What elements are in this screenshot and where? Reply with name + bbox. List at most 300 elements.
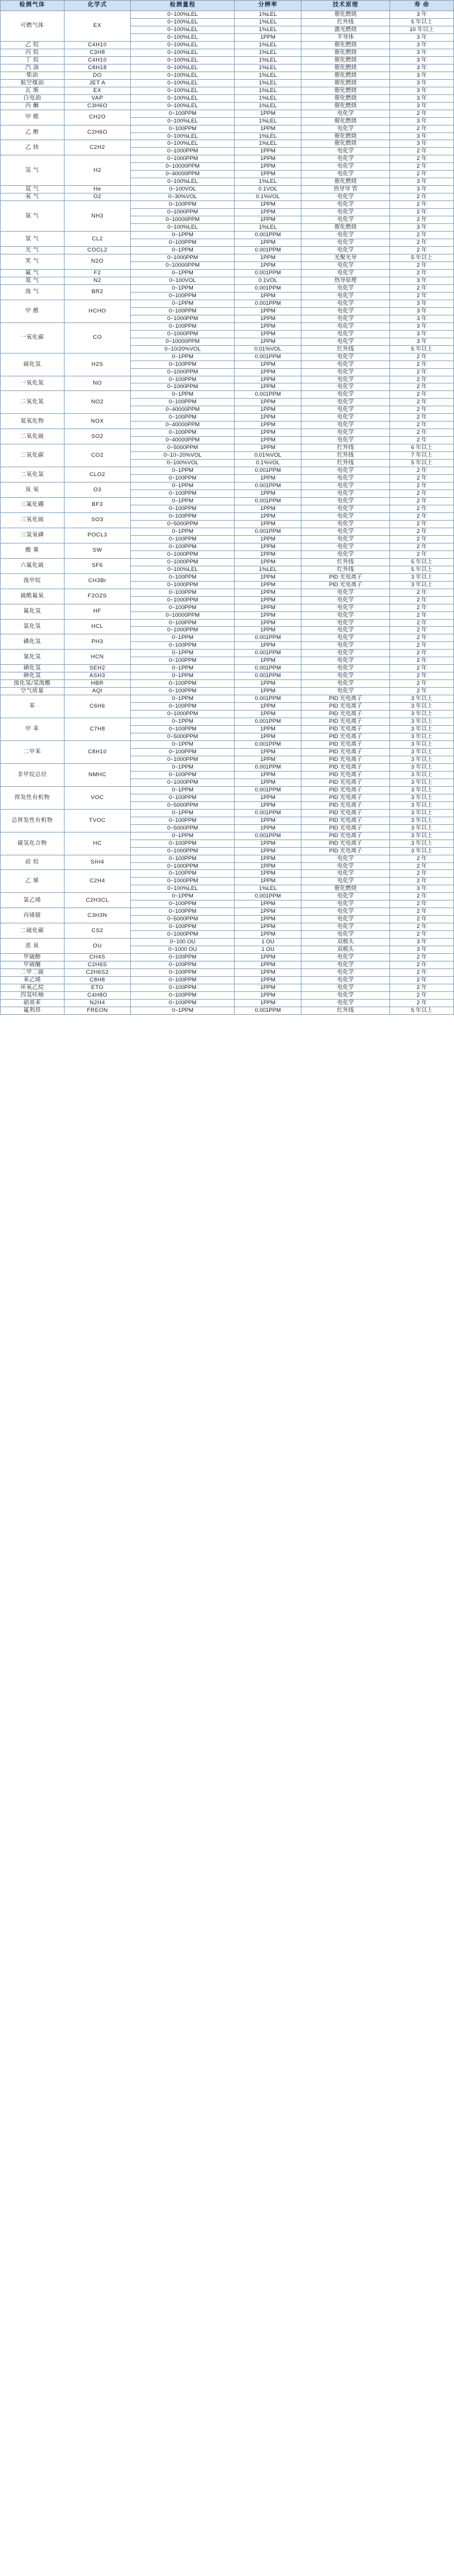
cell-range: 0~100PPM bbox=[131, 399, 235, 406]
cell-lifetime: 3 年 bbox=[390, 300, 454, 307]
cell-resolution: 0.001PPM bbox=[235, 634, 301, 642]
cell-range: 0~100%LEL bbox=[131, 18, 235, 26]
cell-technology: 电化学 bbox=[301, 490, 389, 498]
cell-technology: 电化学 bbox=[301, 535, 389, 543]
cell-formula: NH3 bbox=[64, 201, 130, 232]
cell-lifetime: 3 年以上 bbox=[390, 824, 454, 832]
cell-range: 0~1PPM bbox=[131, 672, 235, 680]
table-row bbox=[1, 893, 454, 900]
cell-technology: 电化学 bbox=[301, 125, 389, 132]
cell-gas: 二氧化氮 bbox=[1, 391, 65, 414]
cell-technology: 电化学 bbox=[301, 893, 389, 900]
cell-range: 0~100PPM bbox=[131, 490, 235, 498]
cell-lifetime: 3 年以上 bbox=[390, 817, 454, 824]
cell-gas: 氟化氢 bbox=[1, 604, 65, 619]
cell-resolution: 0.001PPM bbox=[235, 718, 301, 726]
cell-range: 0~10000PPM bbox=[131, 611, 235, 619]
cell-technology: 电化学 bbox=[301, 216, 389, 224]
cell-formula: HBR bbox=[64, 680, 130, 688]
cell-resolution: 1%LEL bbox=[235, 64, 301, 72]
cell-technology: PID 光电离子 bbox=[301, 726, 389, 733]
cell-resolution: 0.001PPM bbox=[235, 695, 301, 703]
cell-technology: 电化学 bbox=[301, 528, 389, 535]
cell-technology: 催化燃烧 bbox=[301, 49, 389, 56]
table-row bbox=[1, 961, 454, 969]
cell-gas: 硅 烷 bbox=[1, 855, 65, 870]
cell-range: 0~100PPM bbox=[131, 991, 235, 999]
cell-resolution: 1PPM bbox=[235, 573, 301, 581]
cell-technology: 红外线 bbox=[301, 460, 389, 467]
cell-gas: 二甲苯 bbox=[1, 741, 65, 764]
cell-gas: 臭 氧 bbox=[1, 482, 65, 498]
cell-resolution: 1PPM bbox=[235, 984, 301, 992]
cell-range: 0~100%LEL bbox=[131, 26, 235, 33]
table-row bbox=[1, 391, 454, 399]
cell-range: 0~1000PPM bbox=[131, 148, 235, 155]
cell-lifetime: 6 年以上 bbox=[390, 444, 454, 452]
cell-resolution: 1PPM bbox=[235, 847, 301, 855]
cell-range: 0~100PPM bbox=[131, 535, 235, 543]
cell-formula: C4H8O bbox=[64, 991, 130, 999]
cell-technology: PID 光电离子 bbox=[301, 581, 389, 589]
cell-lifetime: 2 年 bbox=[390, 482, 454, 490]
cell-range: 0~100PPM bbox=[131, 543, 235, 550]
cell-technology: 电化学 bbox=[301, 961, 389, 969]
cell-resolution: 1PPM bbox=[235, 261, 301, 269]
cell-formula: NMHC bbox=[64, 763, 130, 786]
cell-gas: 氰化氢 bbox=[1, 650, 65, 665]
table-row bbox=[1, 72, 454, 79]
cell-technology: 电化学 bbox=[301, 862, 389, 870]
table-row bbox=[1, 1007, 454, 1014]
cell-resolution: 0.001PPM bbox=[235, 672, 301, 680]
cell-gas: 三氟化硼 bbox=[1, 498, 65, 513]
cell-lifetime: 3 年以上 bbox=[390, 801, 454, 809]
cell-formula: C2H6S bbox=[64, 961, 130, 969]
cell-formula: DO bbox=[64, 72, 130, 79]
cell-technology: 红外线 bbox=[301, 558, 389, 566]
cell-range: 0~100PPM bbox=[131, 840, 235, 847]
table-row bbox=[1, 277, 454, 284]
cell-resolution: 1PPM bbox=[235, 817, 301, 824]
cell-range: 0~100%LEL bbox=[131, 566, 235, 573]
cell-technology: 电化学 bbox=[301, 368, 389, 376]
cell-technology: 电化学 bbox=[301, 611, 389, 619]
cell-gas: 砷化氢 bbox=[1, 672, 65, 680]
cell-formula: C4H10 bbox=[64, 41, 130, 49]
cell-resolution: 1PPM bbox=[235, 414, 301, 422]
cell-range: 0~100PPM bbox=[131, 429, 235, 437]
cell-range: 0~100PPM bbox=[131, 505, 235, 512]
cell-lifetime: 2 年 bbox=[390, 368, 454, 376]
cell-resolution: 1PPM bbox=[235, 596, 301, 604]
cell-resolution: 0.001PPM bbox=[235, 284, 301, 292]
table-row bbox=[1, 247, 454, 254]
cell-range: 0~1000 OU bbox=[131, 946, 235, 954]
table-row bbox=[1, 786, 454, 794]
cell-gas: 瓦 斯 bbox=[1, 87, 65, 94]
cell-formula: HF bbox=[64, 604, 130, 619]
cell-formula: C2H4 bbox=[64, 870, 130, 893]
cell-lifetime: 2 年 bbox=[390, 201, 454, 209]
cell-technology: 催化燃烧 bbox=[301, 79, 389, 87]
cell-resolution: 0.001PPM bbox=[235, 786, 301, 794]
cell-gas: 碳氢化合物 bbox=[1, 832, 65, 855]
cell-lifetime: 3 年以上 bbox=[390, 748, 454, 756]
cell-resolution: 1PPM bbox=[235, 954, 301, 961]
cell-technology: PID 光电离子 bbox=[301, 809, 389, 817]
cell-range: 0~100PPM bbox=[131, 619, 235, 627]
cell-lifetime: 3 年 bbox=[390, 33, 454, 41]
cell-lifetime: 2 年 bbox=[390, 247, 454, 254]
cell-formula: C3H8 bbox=[64, 49, 130, 56]
cell-technology: 电化学 bbox=[301, 307, 389, 315]
table-row bbox=[1, 232, 454, 239]
cell-range: 0~1000PPM bbox=[131, 627, 235, 634]
cell-lifetime: 3 年 bbox=[390, 72, 454, 79]
cell-range: 0~1PPM bbox=[131, 391, 235, 399]
cell-range: 0~10/20%VOL bbox=[131, 345, 235, 353]
cell-lifetime: 3 年以上 bbox=[390, 832, 454, 840]
cell-technology: 电化学 bbox=[301, 604, 389, 611]
cell-resolution: 1PPM bbox=[235, 771, 301, 779]
cell-lifetime: 3 年以上 bbox=[390, 840, 454, 847]
cell-range: 0~100PPM bbox=[131, 908, 235, 916]
cell-resolution: 1PPM bbox=[235, 923, 301, 931]
cell-gas: 汽 油 bbox=[1, 64, 65, 72]
cell-range: 0~100PPM bbox=[131, 292, 235, 300]
cell-lifetime: 2 年 bbox=[390, 900, 454, 908]
cell-resolution: 0.001PPM bbox=[235, 528, 301, 535]
cell-range: 0~100VOL bbox=[131, 277, 235, 284]
cell-resolution: 1PPM bbox=[235, 422, 301, 429]
cell-lifetime: 3 年以上 bbox=[390, 718, 454, 726]
cell-range: 0~100PPM bbox=[131, 307, 235, 315]
cell-formula: SO3 bbox=[64, 512, 130, 528]
cell-range: 0~40000PPM bbox=[131, 171, 235, 178]
cell-lifetime: 5 年以上 bbox=[390, 254, 454, 262]
cell-technology: 电化学 bbox=[301, 201, 389, 209]
table-row bbox=[1, 809, 454, 817]
cell-range: 0~100PPM bbox=[131, 239, 235, 247]
cell-resolution: 1PPM bbox=[235, 611, 301, 619]
cell-technology: PID 光电离子 bbox=[301, 840, 389, 847]
cell-lifetime: 3 年 bbox=[390, 322, 454, 330]
cell-gas: 氨 气 bbox=[1, 201, 65, 232]
cell-range: 0~100PPM bbox=[131, 512, 235, 520]
cell-lifetime: 2 年 bbox=[390, 672, 454, 680]
cell-technology: 激光燃烧 bbox=[301, 26, 389, 33]
cell-range: 0~100PPM bbox=[131, 923, 235, 931]
cell-gas: 甲 苯 bbox=[1, 718, 65, 741]
table-row bbox=[1, 429, 454, 437]
cell-technology: PID 光电离子 bbox=[301, 711, 389, 718]
column-header-formula: 化学式 bbox=[64, 1, 130, 11]
cell-technology: 红外线 bbox=[301, 345, 389, 353]
cell-technology: 电化学 bbox=[301, 315, 389, 322]
cell-gas: 光 气 bbox=[1, 247, 65, 254]
cell-resolution: 0.001PPM bbox=[235, 893, 301, 900]
cell-formula: POCL3 bbox=[64, 528, 130, 543]
cell-technology: 催化燃烧 bbox=[301, 132, 389, 140]
cell-technology: 电化学 bbox=[301, 650, 389, 657]
cell-lifetime: 3 年 bbox=[390, 140, 454, 148]
cell-formula: HCL bbox=[64, 619, 130, 634]
column-header-technology: 技术原理 bbox=[301, 1, 389, 11]
cell-range: 0~100PPM bbox=[131, 361, 235, 368]
cell-lifetime: 3 年 bbox=[390, 132, 454, 140]
cell-resolution: 1PPM bbox=[235, 490, 301, 498]
table-row bbox=[1, 969, 454, 977]
cell-lifetime: 3 年 bbox=[390, 11, 454, 19]
cell-lifetime: 10 年以上 bbox=[390, 26, 454, 33]
cell-lifetime: 2 年 bbox=[390, 361, 454, 368]
cell-resolution: 1PPM bbox=[235, 361, 301, 368]
cell-formula: He bbox=[64, 186, 130, 193]
cell-range: 0~1PPM bbox=[131, 482, 235, 490]
cell-formula: C7H8 bbox=[64, 718, 130, 741]
cell-formula: C8H8 bbox=[64, 977, 130, 984]
cell-resolution: 1PPM bbox=[235, 589, 301, 596]
cell-lifetime: 2 年 bbox=[390, 520, 454, 528]
cell-technology: PID 光电离子 bbox=[301, 794, 389, 801]
cell-range: 0~1PPM bbox=[131, 665, 235, 672]
cell-resolution: 1PPM bbox=[235, 657, 301, 665]
cell-resolution: 1PPM bbox=[235, 383, 301, 391]
cell-lifetime: 2 年 bbox=[390, 627, 454, 634]
table-row bbox=[1, 558, 454, 566]
cell-technology: 电化学 bbox=[301, 261, 389, 269]
cell-formula: EX bbox=[64, 87, 130, 94]
cell-technology: 电化学 bbox=[301, 916, 389, 923]
cell-lifetime: 2 年 bbox=[390, 642, 454, 650]
cell-lifetime: 2 年 bbox=[390, 292, 454, 300]
cell-range: 0~100PPM bbox=[131, 657, 235, 665]
cell-technology: 电化学 bbox=[301, 376, 389, 383]
cell-formula: O3 bbox=[64, 482, 130, 498]
cell-formula: CH2O bbox=[64, 110, 130, 125]
cell-technology: 电化学 bbox=[301, 634, 389, 642]
cell-range: 0~5000PPM bbox=[131, 520, 235, 528]
cell-formula: CL2 bbox=[64, 232, 130, 247]
table-row bbox=[1, 573, 454, 581]
cell-range: 0~100PPM bbox=[131, 726, 235, 733]
cell-gas: 白电油 bbox=[1, 94, 65, 102]
cell-range: 0~5000PPM bbox=[131, 444, 235, 452]
table-row bbox=[1, 855, 454, 862]
cell-technology: 电化学 bbox=[301, 984, 389, 992]
cell-gas: 恶 臭 bbox=[1, 939, 65, 954]
cell-range: 0~100%LEL bbox=[131, 49, 235, 56]
cell-resolution: 1PPM bbox=[235, 33, 301, 41]
cell-technology: 电化学 bbox=[301, 520, 389, 528]
cell-resolution: 1PPM bbox=[235, 292, 301, 300]
cell-technology: 电化学 bbox=[301, 923, 389, 931]
cell-resolution: 1PPM bbox=[235, 840, 301, 847]
cell-lifetime: 2 年 bbox=[390, 916, 454, 923]
cell-technology: 电化学 bbox=[301, 338, 389, 345]
cell-technology: 催化燃烧 bbox=[301, 41, 389, 49]
cell-resolution: 1PPM bbox=[235, 824, 301, 832]
cell-formula: C6H6 bbox=[64, 695, 130, 718]
cell-formula: BR2 bbox=[64, 284, 130, 300]
table-row bbox=[1, 467, 454, 475]
cell-resolution: 0.01%VOL bbox=[235, 345, 301, 353]
cell-formula: SEH2 bbox=[64, 665, 130, 672]
cell-lifetime: 2 年 bbox=[390, 490, 454, 498]
cell-technology: PID 光电离子 bbox=[301, 763, 389, 771]
cell-range: 0~1PPM bbox=[131, 832, 235, 840]
cell-resolution: 1PPM bbox=[235, 322, 301, 330]
cell-technology: 电化学 bbox=[301, 361, 389, 368]
cell-gas: 硒化氢 bbox=[1, 665, 65, 672]
cell-formula: C4H10 bbox=[64, 56, 130, 64]
cell-range: 0~1PPM bbox=[131, 893, 235, 900]
cell-resolution: 1PPM bbox=[235, 794, 301, 801]
cell-resolution: 1PPM bbox=[235, 999, 301, 1007]
cell-lifetime: 3 年以上 bbox=[390, 786, 454, 794]
cell-lifetime: 5 年以上 bbox=[390, 460, 454, 467]
cell-range: 0~1000PPM bbox=[131, 581, 235, 589]
cell-technology: 电化学 bbox=[301, 269, 389, 277]
cell-technology: 电化学 bbox=[301, 232, 389, 239]
cell-resolution: 1PPM bbox=[235, 916, 301, 923]
cell-gas: 一氧化碳 bbox=[1, 322, 65, 353]
cell-technology: 红外线 bbox=[301, 452, 389, 460]
cell-resolution: 0.001PPM bbox=[235, 482, 301, 490]
cell-range: 0~1PPM bbox=[131, 1007, 235, 1014]
cell-lifetime: 2 年 bbox=[390, 110, 454, 117]
cell-lifetime: 2 年 bbox=[390, 604, 454, 611]
cell-resolution: 1PPM bbox=[235, 908, 301, 916]
cell-lifetime: 3 年 bbox=[390, 939, 454, 946]
cell-technology: 催化燃烧 bbox=[301, 885, 389, 893]
cell-resolution: 1PPM bbox=[235, 239, 301, 247]
cell-lifetime: 2 年 bbox=[390, 422, 454, 429]
cell-formula: C2H6S2 bbox=[64, 969, 130, 977]
cell-range: 0~100PPM bbox=[131, 771, 235, 779]
cell-resolution: 1PPM bbox=[235, 878, 301, 885]
cell-technology: 电化学 bbox=[301, 657, 389, 665]
cell-resolution: 1 OU bbox=[235, 939, 301, 946]
cell-technology: 电化学 bbox=[301, 900, 389, 908]
cell-range: 0~10~20%VOL bbox=[131, 452, 235, 460]
table-row bbox=[1, 991, 454, 999]
cell-resolution: 1PPM bbox=[235, 201, 301, 209]
cell-range: 0~1PPM bbox=[131, 634, 235, 642]
cell-formula: CO bbox=[64, 322, 130, 353]
cell-lifetime: 3 年 bbox=[390, 277, 454, 284]
cell-range: 0~1000PPM bbox=[131, 711, 235, 718]
cell-lifetime: 2 年 bbox=[390, 376, 454, 383]
cell-lifetime: 3 年以上 bbox=[390, 733, 454, 741]
cell-gas: 乙 烷 bbox=[1, 41, 65, 49]
cell-resolution: 1PPM bbox=[235, 703, 301, 711]
cell-lifetime: 2 年 bbox=[390, 232, 454, 239]
cell-lifetime: 3 年 bbox=[390, 102, 454, 110]
cell-technology: 电化学 bbox=[301, 908, 389, 916]
cell-lifetime: 2 年 bbox=[390, 977, 454, 984]
cell-resolution: 0.1%VOL bbox=[235, 193, 301, 201]
table-row bbox=[1, 999, 454, 1007]
cell-gas: 丙 酮 bbox=[1, 102, 65, 110]
cell-lifetime: 3 年 bbox=[390, 186, 454, 193]
cell-range: 0~100%LEL bbox=[131, 102, 235, 110]
cell-technology: 电化学 bbox=[301, 284, 389, 292]
cell-lifetime: 3 年 bbox=[390, 87, 454, 94]
cell-formula: C3H6O bbox=[64, 102, 130, 110]
cell-formula: F2O2S bbox=[64, 589, 130, 604]
cell-technology: PID 光电离子 bbox=[301, 756, 389, 763]
cell-lifetime: 2 年 bbox=[390, 984, 454, 992]
cell-lifetime: 2 年 bbox=[390, 429, 454, 437]
cell-range: 0~1PPM bbox=[131, 695, 235, 703]
cell-resolution: 0.001PPM bbox=[235, 665, 301, 672]
cell-lifetime: 2 年 bbox=[390, 619, 454, 627]
cell-resolution: 1PPM bbox=[235, 437, 301, 444]
cell-gas: 氮 气 bbox=[1, 277, 65, 284]
table-row bbox=[1, 688, 454, 695]
cell-lifetime: 2 年 bbox=[390, 634, 454, 642]
cell-technology: 电化学 bbox=[301, 414, 389, 422]
cell-technology: 电化学 bbox=[301, 383, 389, 391]
cell-resolution: 0.001PPM bbox=[235, 353, 301, 361]
table-row bbox=[1, 444, 454, 452]
cell-technology: 电化学 bbox=[301, 429, 389, 437]
cell-lifetime: 2 年 bbox=[390, 269, 454, 277]
cell-range: 0~100%LEL bbox=[131, 64, 235, 72]
cell-range: 0~100PPM bbox=[131, 322, 235, 330]
cell-lifetime: 2 年 bbox=[390, 528, 454, 535]
table-row bbox=[1, 140, 454, 148]
cell-formula: CS2 bbox=[64, 923, 130, 939]
cell-resolution: 1PPM bbox=[235, 931, 301, 939]
cell-range: 0~1000PPM bbox=[131, 596, 235, 604]
cell-lifetime: 2 年 bbox=[390, 589, 454, 596]
cell-resolution: 1PPM bbox=[235, 520, 301, 528]
cell-range: 0~10000PPM bbox=[131, 338, 235, 345]
cell-range: 0~10000PPM bbox=[131, 216, 235, 224]
cell-resolution: 1%LEL bbox=[235, 178, 301, 186]
cell-technology: PID 光电离子 bbox=[301, 779, 389, 786]
cell-range: 0~100%LEL bbox=[131, 11, 235, 19]
table-row bbox=[1, 589, 454, 596]
table-row bbox=[1, 528, 454, 535]
cell-gas: 柴油 bbox=[1, 72, 65, 79]
cell-lifetime: 2 年 bbox=[390, 550, 454, 558]
cell-technology: 电化学 bbox=[301, 391, 389, 399]
cell-range: 0~1000PPM bbox=[131, 847, 235, 855]
cell-technology: 电化学 bbox=[301, 353, 389, 361]
cell-range: 0~1PPM bbox=[131, 528, 235, 535]
cell-range: 0~5000PPM bbox=[131, 801, 235, 809]
cell-gas: 可燃气体 bbox=[1, 11, 65, 42]
cell-technology: 电化学 bbox=[301, 292, 389, 300]
cell-range: 0~100%LEL bbox=[131, 33, 235, 41]
cell-gas: 二氧化碳 bbox=[1, 444, 65, 467]
table-row bbox=[1, 353, 454, 361]
cell-technology: 电化学 bbox=[301, 406, 389, 414]
cell-lifetime: 3 年 bbox=[390, 946, 454, 954]
cell-technology: PID 光电离子 bbox=[301, 817, 389, 824]
cell-technology: 电化学 bbox=[301, 672, 389, 680]
cell-technology: 电化学 bbox=[301, 171, 389, 178]
cell-resolution: 1PPM bbox=[235, 726, 301, 733]
cell-gas: 酸 雾 bbox=[1, 543, 65, 558]
cell-technology: 电化学 bbox=[301, 688, 389, 695]
cell-range: 0~100PPM bbox=[131, 703, 235, 711]
cell-technology: 电化学 bbox=[301, 498, 389, 505]
